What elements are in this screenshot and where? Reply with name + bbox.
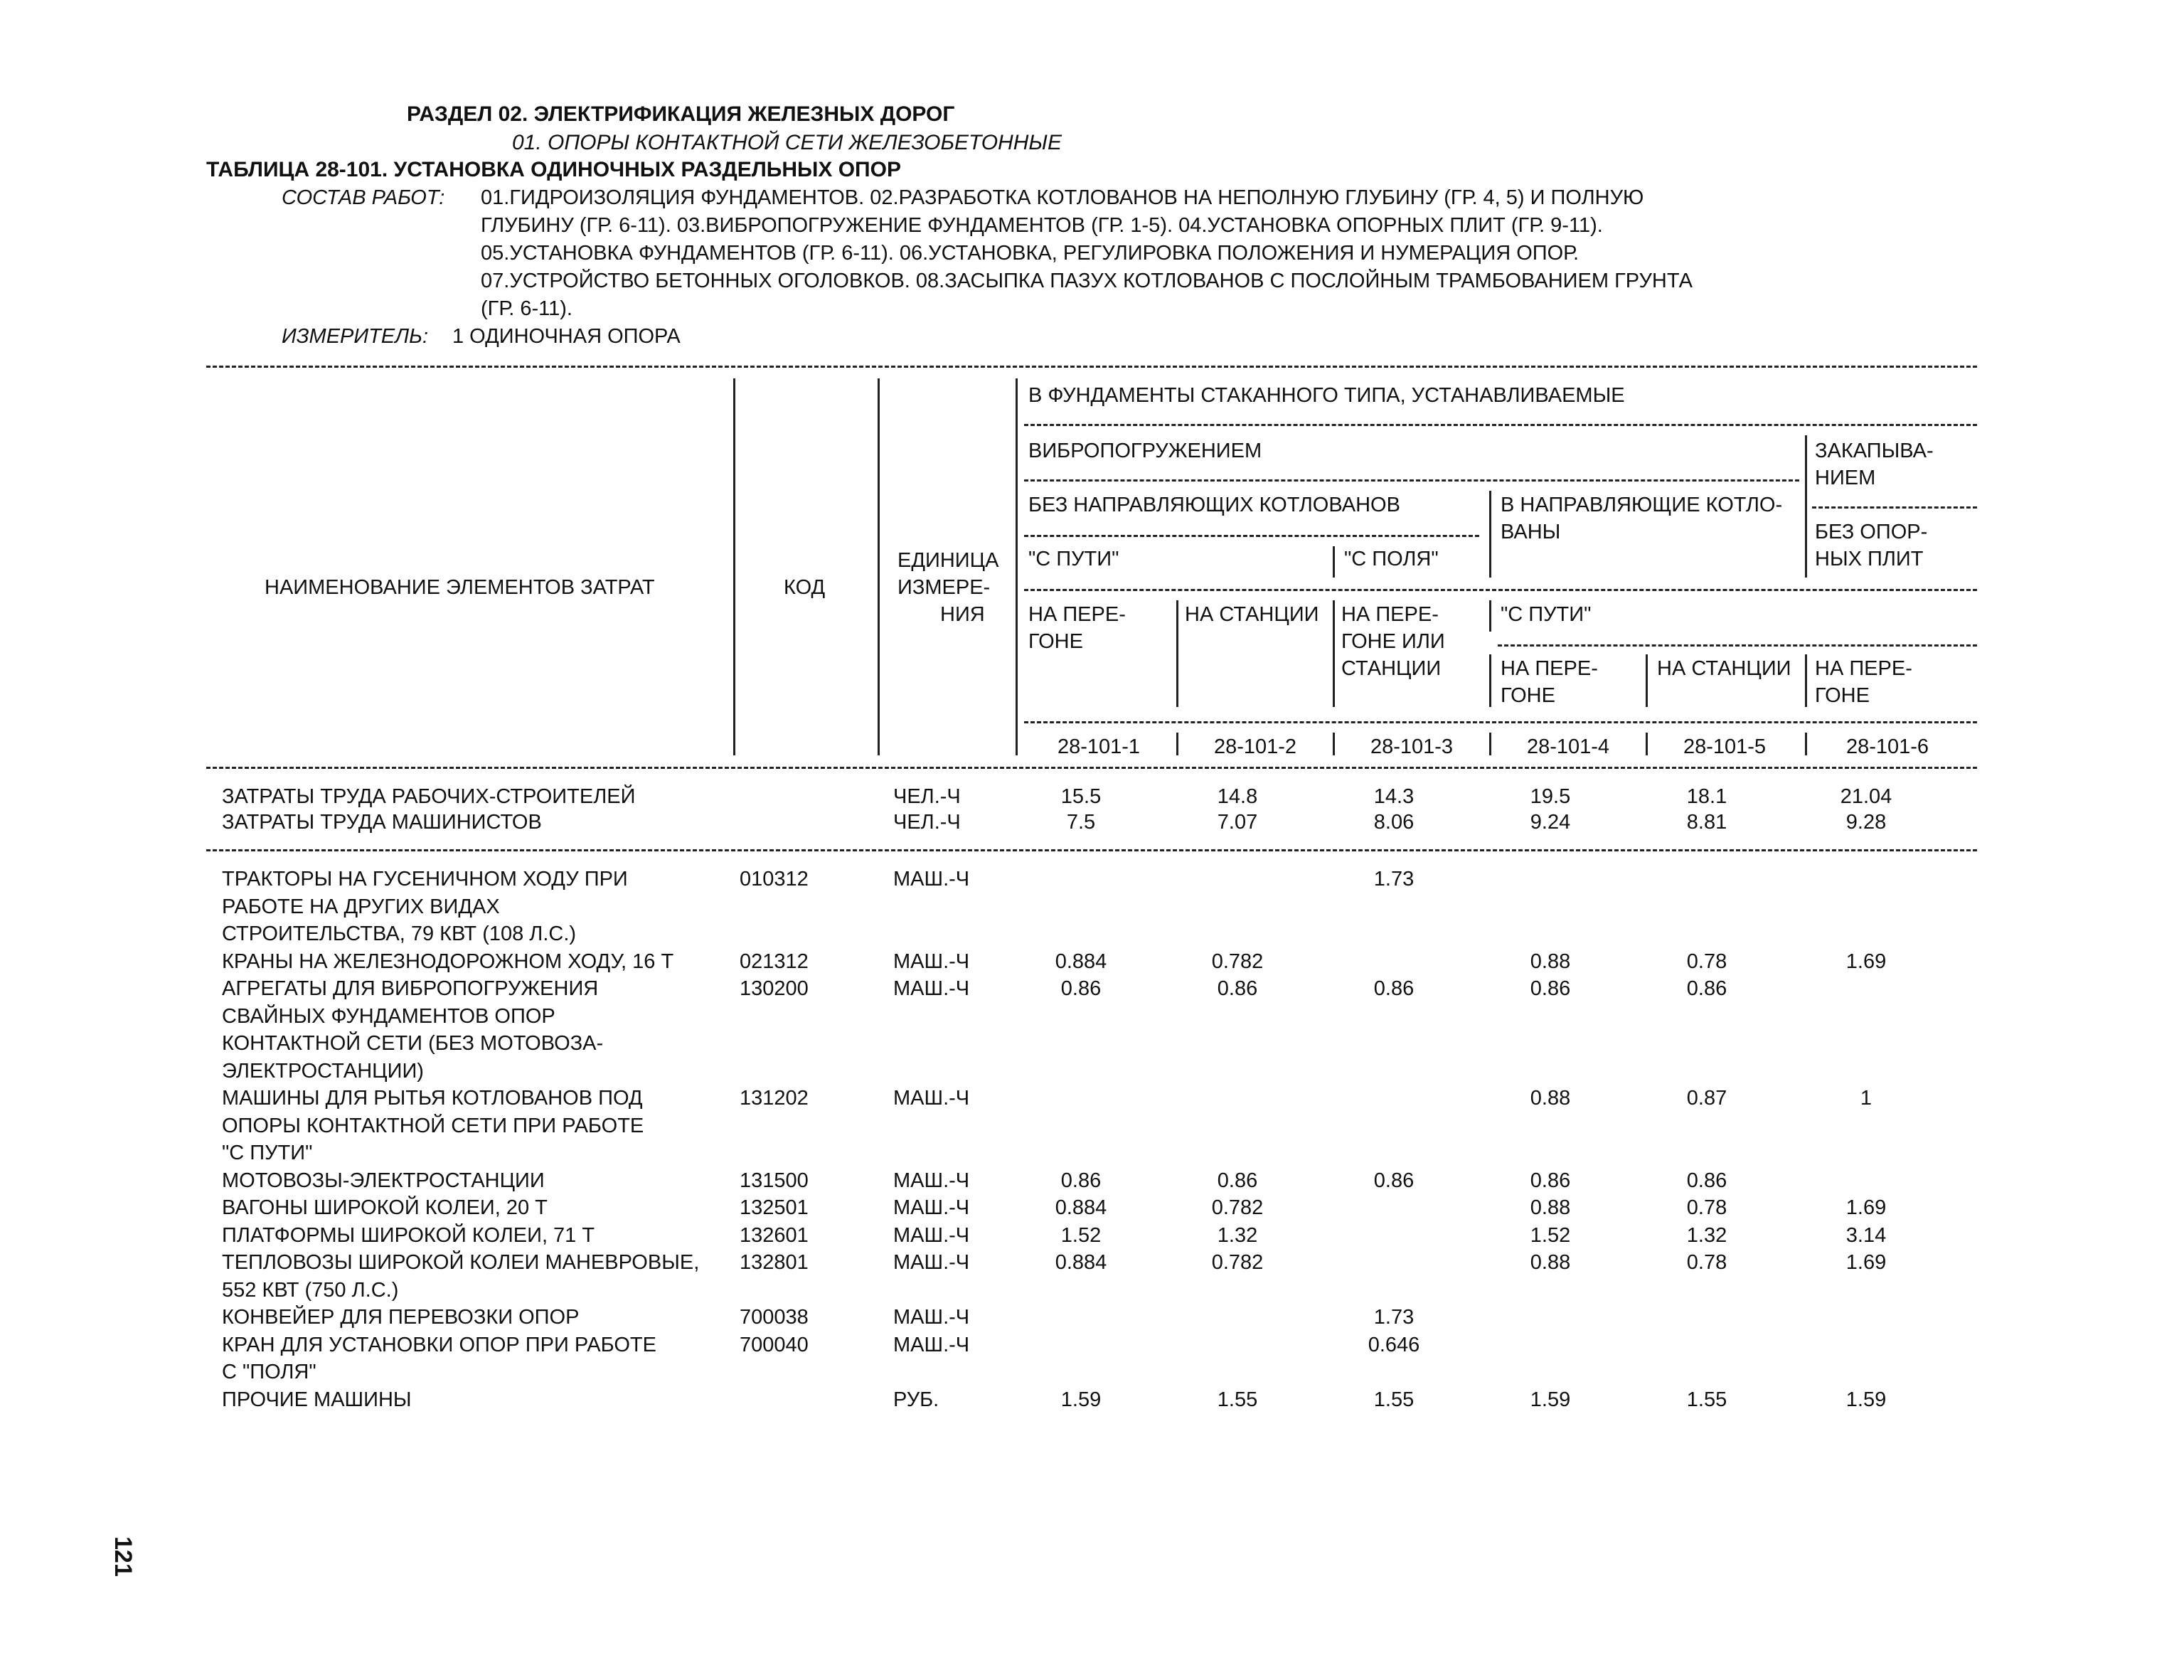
peregone-ili-header: СТАНЦИИ [1341,657,1442,680]
row-name: С "ПОЛЯ" [222,1361,316,1383]
row-code: 700040 [740,1333,809,1356]
row-unit: РУБ. [893,1388,939,1411]
row-name: СВАЙНЫХ ФУНДАМЕНТОВ ОПОР [222,1004,555,1028]
col-code-header: КОД [784,576,826,599]
divider [1024,589,1977,591]
row-code: 021312 [740,950,809,973]
bez-opor-header: НЫХ ПЛИТ [1815,548,1924,570]
row-name: АГРЕГАТЫ ДЛЯ ВИБРОПОГРУЖЕНИЯ [222,977,599,1000]
row-code: 700038 [740,1306,809,1329]
row-value: 1.59 [1845,1388,1887,1411]
row-value: 1.69 [1845,1196,1887,1219]
row-name: ТРАКТОРЫ НА ГУСЕНИЧНОМ ХОДУ ПРИ [222,868,628,890]
row-value: 0.88 [1530,1196,1571,1219]
row-value: 1.73 [1373,1306,1415,1329]
row-unit: МАШ.-Ч [893,1306,970,1329]
column-separator [1805,435,1807,578]
peregone-header: НА ПЕРЕ- [1028,603,1126,626]
row-value: 7.5 [1066,811,1096,834]
s-polya-header: "С ПОЛЯ" [1344,548,1439,570]
row-value: 0.88 [1530,950,1571,973]
row-value: 19.5 [1530,785,1571,808]
v-napr-header: ВАНЫ [1501,521,1561,543]
row-name: ЗАТРАТЫ ТРУДА МАШИНИСТОВ [222,811,542,834]
row-value: 0.86 [1060,977,1102,1000]
column-separator [1176,733,1178,755]
row-code: 130200 [740,977,809,1000]
row-value: 3.14 [1845,1223,1887,1247]
s-puti2-header: "С ПУТИ" [1501,603,1592,626]
vibro-header: ВИБРОПОГРУЖЕНИЕМ [1028,440,1262,462]
row-name: ОПОРЫ КОНТАКТНОЙ СЕТИ ПРИ РАБОТЕ [222,1114,644,1137]
peregone4-header: ГОНЕ [1501,684,1555,707]
row-unit: ЧЕЛ.-Ч [893,785,961,808]
row-value: 0.78 [1686,1251,1727,1274]
row-value: 0.86 [1686,977,1727,1000]
row-name: "С ПУТИ" [222,1142,313,1164]
work-line: 07.УСТРОЙСТВО БЕТОННЫХ ОГОЛОВКОВ. 08.ЗАСЫПКА ПАЗУХ КОТЛОВАНОВ С ПОСЛОЙНЫМ ТРАМБОВАНИЕМ ГРУНТА [481,270,1693,292]
row-value: 18.1 [1686,785,1727,808]
column-code: 28-101-3 [1370,735,1454,758]
row-name: ТЕПЛОВОЗЫ ШИРОКОЙ КОЛЕИ МАНЕВРОВЫЕ, [222,1251,700,1274]
row-value: 9.28 [1845,811,1887,834]
divider [1024,479,1799,482]
row-code: 132801 [740,1251,809,1274]
row-code: 132501 [740,1196,809,1219]
peregone6-header: ГОНЕ [1815,684,1870,707]
row-value: 1.52 [1060,1223,1102,1247]
row-name: ЭЛЕКТРОСТАНЦИИ) [222,1059,424,1083]
row-name: КРАНЫ НА ЖЕЛЕЗНОДОРОЖНОМ ХОДУ, 16 Т [222,950,674,973]
column-separator [1176,600,1178,707]
s-puti-header: "С ПУТИ" [1028,548,1119,570]
row-unit: МАШ.-Ч [893,1223,970,1247]
bez-opor-header: БЕЗ ОПОР- [1815,521,1928,543]
row-name: 552 КВТ (750 Л.С.) [222,1278,399,1302]
row-name: КОНТАКТНОЙ СЕТИ (БЕЗ МОТОВОЗА- [222,1032,604,1055]
column-separator [1333,546,1335,578]
row-value: 0.87 [1686,1087,1727,1110]
col-unit-header: ЕДИНИЦА [897,549,999,572]
divider [1024,721,1977,723]
row-value: 0.86 [1686,1169,1727,1192]
column-separator [1016,378,1018,755]
row-value: 1.55 [1373,1388,1415,1411]
row-name: РАБОТЕ НА ДРУГИХ ВИДАХ [222,895,500,918]
row-unit: МАШ.-Ч [893,1087,970,1110]
column-separator [1646,654,1648,707]
measure-value: 1 ОДИНОЧНАЯ ОПОРА [452,325,681,348]
row-value: 0.782 [1211,1251,1264,1274]
row-value: 1.69 [1845,1251,1887,1274]
row-value: 0.86 [1217,1169,1258,1192]
row-value: 0.86 [1217,977,1258,1000]
row-value: 8.81 [1686,811,1727,834]
column-separator [1489,654,1491,707]
row-value: 0.88 [1530,1087,1571,1110]
row-value: 1.32 [1686,1223,1727,1247]
row-unit: МАШ.-Ч [893,1169,970,1192]
stancii5-header: НА СТАНЦИИ [1657,657,1791,680]
row-value: 0.78 [1686,950,1727,973]
row-unit: МАШ.-Ч [893,868,970,890]
column-code: 28-101-1 [1057,735,1141,758]
row-code: 131202 [740,1087,809,1110]
work-label: СОСТАВ РАБОТ: [282,186,445,209]
row-value: 14.3 [1373,785,1415,808]
row-unit: МАШ.-Ч [893,1196,970,1219]
divider [206,767,1977,769]
peregone-ili-header: НА ПЕРЕ- [1341,603,1439,626]
row-name: ВАГОНЫ ШИРОКОЙ КОЛЕИ, 20 Т [222,1196,548,1219]
column-separator [1333,600,1335,707]
column-code: 28-101-4 [1526,735,1610,758]
work-line: (ГР. 6-11). [481,297,572,320]
zakap-header: ЗАКАПЫВА- [1815,440,1934,462]
work-line: ГЛУБИНУ (ГР. 6-11). 03.ВИБРОПОГРУЖЕНИЕ ФУНДАМЕНТОВ (ГР. 1-5). 04.УСТАНОВКА ОПОРНЫХ ПЛИТ (ГР. 9-11). [481,214,1603,237]
row-value: 8.06 [1373,811,1415,834]
divider [206,849,1977,851]
row-code: 132601 [740,1223,809,1247]
row-value: 0.78 [1686,1196,1727,1219]
peregone4-header: НА ПЕРЕ- [1501,657,1598,680]
row-value: 0.86 [1530,1169,1571,1192]
column-separator [1489,491,1491,578]
column-separator [1646,733,1648,755]
row-value: 0.884 [1055,1196,1107,1219]
work-line: 01.ГИДРОИЗОЛЯЦИЯ ФУНДАМЕНТОВ. 02.РАЗРАБОТКА КОТЛОВАНОВ НА НЕПОЛНУЮ ГЛУБИНУ (ГР. 4, 5) И ПОЛНУЮ [481,186,1644,209]
table-title: ТАБЛИЦА 28-101. УСТАНОВКА ОДИНОЧНЫХ РАЗДЕЛЬНЫХ ОПОР [206,158,901,181]
row-value: 1.69 [1845,950,1887,973]
row-value: 21.04 [1840,785,1892,808]
measure-label: ИЗМЕРИТЕЛЬ: [282,325,429,348]
row-name: ПРОЧИЕ МАШИНЫ [222,1388,412,1411]
col-unit-header: НИЯ [940,603,985,626]
peregone6-header: НА ПЕРЕ- [1815,657,1912,680]
row-value: 0.86 [1373,1169,1415,1192]
column-separator [1805,733,1807,755]
row-value: 1 [1860,1087,1873,1110]
subsection-title: 01. ОПОРЫ КОНТАКТНОЙ СЕТИ ЖЕЛЕЗОБЕТОННЫЕ [512,131,1062,154]
row-name: КРАН ДЛЯ УСТАНОВКИ ОПОР ПРИ РАБОТЕ [222,1333,656,1356]
row-name: КОНВЕЙЕР ДЛЯ ПЕРЕВОЗКИ ОПОР [222,1306,580,1329]
column-separator [878,378,880,755]
row-value: 15.5 [1060,785,1102,808]
row-value: 1.55 [1217,1388,1258,1411]
row-value: 1.59 [1060,1388,1102,1411]
row-value: 0.86 [1373,977,1415,1000]
col-unit-header: ИЗМЕРЕ- [897,576,991,599]
v-napr-header: В НАПРАВЛЯЮЩИЕ КОТЛО- [1501,494,1783,516]
row-value: 1.32 [1217,1223,1258,1247]
row-value: 0.884 [1055,950,1107,973]
divider [1498,644,1977,647]
row-value: 1.52 [1530,1223,1571,1247]
peregone-ili-header: ГОНЕ ИЛИ [1341,630,1445,653]
column-code: 28-101-6 [1845,735,1929,758]
divider [206,366,1977,368]
row-value: 0.646 [1368,1333,1420,1356]
row-name: МАШИНЫ ДЛЯ РЫТЬЯ КОТЛОВАНОВ ПОД [222,1087,643,1110]
foundation-header: В ФУНДАМЕНТЫ СТАКАННОГО ТИПА, УСТАНАВЛИВАЕМЫЕ [1028,384,1625,407]
row-value: 0.782 [1211,1196,1264,1219]
row-value: 0.86 [1530,977,1571,1000]
row-value: 1.59 [1530,1388,1571,1411]
row-value: 7.07 [1217,811,1258,834]
row-unit: ЧЕЛ.-Ч [893,811,961,834]
row-value: 1.55 [1686,1388,1727,1411]
row-value: 14.8 [1217,785,1258,808]
column-separator [1489,600,1491,632]
row-code: 131500 [740,1169,809,1192]
column-separator [1805,654,1807,707]
row-value: 9.24 [1530,811,1571,834]
zakap-header: НИЕМ [1815,467,1876,489]
column-code: 28-101-2 [1213,735,1297,758]
row-name: ЗАТРАТЫ ТРУДА РАБОЧИХ-СТРОИТЕЛЕЙ [222,785,636,808]
row-value: 1.73 [1373,868,1415,890]
column-separator [733,378,735,755]
row-name: СТРОИТЕЛЬСТВА, 79 КВТ (108 Л.С.) [222,923,577,945]
divider [1024,424,1977,426]
row-unit: МАШ.-Ч [893,950,970,973]
column-code: 28-101-5 [1683,735,1767,758]
row-name: ПЛАТФОРМЫ ШИРОКОЙ КОЛЕИ, 71 Т [222,1223,595,1247]
row-unit: МАШ.-Ч [893,1333,970,1356]
peregone-header: ГОНЕ [1028,630,1083,653]
row-name: МОТОВОЗЫ-ЭЛЕКТРОСТАНЦИИ [222,1169,545,1192]
row-value: 0.88 [1530,1251,1571,1274]
work-line: 05.УСТАНОВКА ФУНДАМЕНТОВ (ГР. 6-11). 06.УСТАНОВКА, РЕГУЛИРОВКА ПОЛОЖЕНИЯ И НУМЕРАЦИЯ ОПОР. [481,242,1580,265]
section-title: РАЗДЕЛ 02. ЭЛЕКТРИФИКАЦИЯ ЖЕЛЕЗНЫХ ДОРОГ [407,102,955,126]
col-name-header: НАИМЕНОВАНИЕ ЭЛЕМЕНТОВ ЗАТРАТ [265,576,655,599]
row-unit: МАШ.-Ч [893,977,970,1000]
stancii-header: НА СТАНЦИИ [1185,603,1319,626]
divider [1812,506,1977,509]
row-code: 010312 [740,868,809,890]
page-number: 121 [110,1536,137,1577]
divider [1024,535,1479,537]
column-separator [1489,733,1491,755]
row-value: 0.782 [1211,950,1264,973]
row-value: 0.884 [1055,1251,1107,1274]
bez-napr-header: БЕЗ НАПРАВЛЯЮЩИХ КОТЛОВАНОВ [1028,494,1400,516]
column-separator [1333,733,1335,755]
row-unit: МАШ.-Ч [893,1251,970,1274]
row-value: 0.86 [1060,1169,1102,1192]
